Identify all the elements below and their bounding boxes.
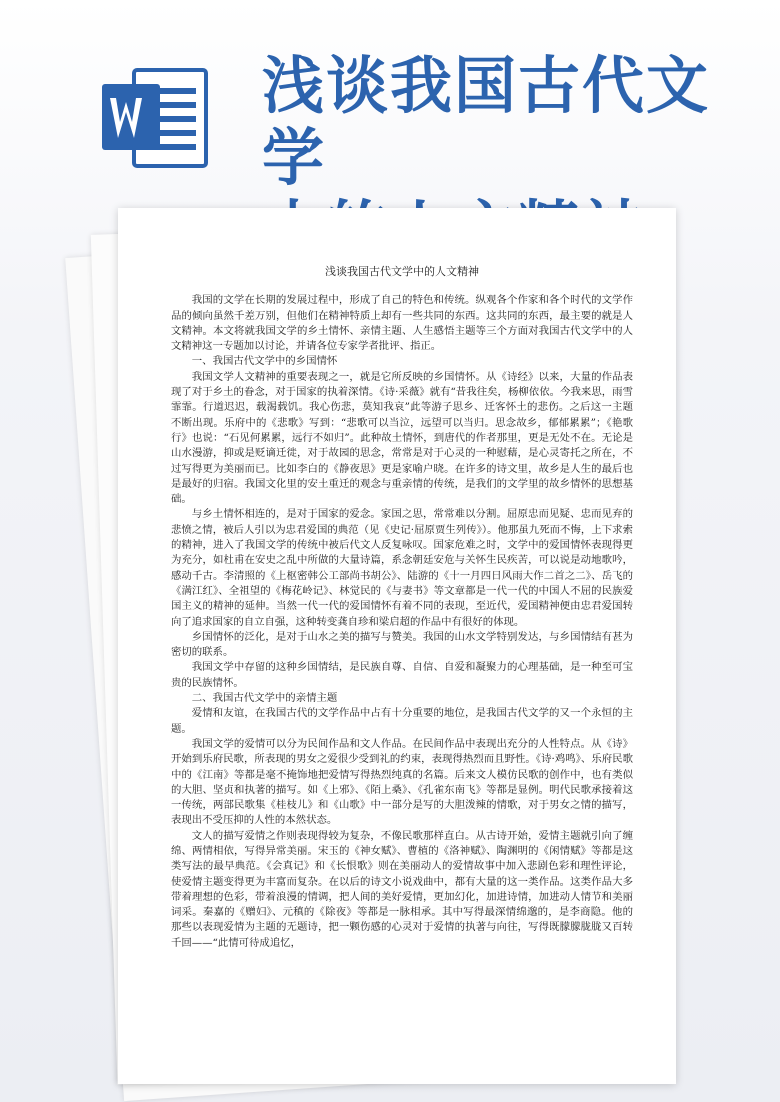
paragraph: 爱情和友谊，在我国古代的文学作品中占有十分重要的地位，是我国古代文学的又一个永恒的主题。 bbox=[171, 707, 633, 735]
paragraph: 与乡土情怀相连的，是对于国家的爱念。家国之思，常常难以分割。屈原忠而见疑、忠而见弃的悲愤之情，被后人引以为忠君爱国的典范（见《史记·屈原贾生列传》）。他那虽九死而不悔，上下求索的精神，进入了我国文学的传统中被后代文人反复咏叹。国家危难之时，文学中的爱国情怀表现得更为充分，如杜甫在安史之乱中所做的大量诗篇，系念朝廷安危与关怀生民疾苦，可以说是动地歌吟，感动千古。李清照的《上枢密韩公工部尚书胡公》、陆游的《十一月四日风雨大作二首之二》、岳飞的《满江红》、全祖望的《梅花岭记》、林觉民的《与妻书》等文章都是一代一代的中国人不屈的民族爱国主义的精神的延伸。当然一代一代的爱国情怀有着不同的表现，至近代，爱国精神便由忠君爱国转向了追求国家的自立自强，这种转变龚自珍和梁启超的作品中有很好的体现。 bbox=[171, 508, 633, 628]
page-title-line-1: 浅谈我国古代文学 bbox=[262, 49, 711, 194]
document-page bbox=[118, 208, 676, 1084]
word-document-icon bbox=[100, 62, 210, 172]
section-heading-1: 一、我国古代文学中的乡国情怀 bbox=[191, 355, 338, 368]
paragraph: 我国文学人文精神的重要表现之一，就是它所反映的乡国情怀。从《诗经》以来，大量的作品表现了对于乡土的眷念，对于国家的执着深情。《诗·采薇》就有“昔我往矣，杨柳依依。今我来思，雨雪霏霏。行道迟迟，载渴载饥。我心伤悲，莫知我哀”此等游子思乡、迁客怀土的悲伤。之后这一主题不断出现。乐府中的《悲歌》写到：“悲歌可以当泣，远望可以当归。思念故乡，郁郁累累”；《艳歌行》也说：“石见何累累，远行不如归”。此种故土情怀，到唐代的作者那里，更是无处不在。无论是山水漫游，抑或是贬谪迁徙，对于故园的思念，常常是对于心灵的一种慰藉，是心灵寄托之所在，不过写得更为美丽而已。比如李白的《静夜思》更是家喻户晓。在许多的诗文里，故乡是人生的最后也是最好的归宿。我国文化里的安土重迁的观念与重亲情的传统，是我们的文学里的故乡情怀的思想基础。 bbox=[171, 370, 633, 506]
paragraph: 乡国情怀的泛化，是对于山水之美的描写与赞美。我国的山水文学特别发达，与乡国情结有甚为密切的联系。 bbox=[171, 630, 633, 659]
paragraph: 我国文学的爱情可以分为民间作品和文人作品。在民间作品中表现出充分的人性特点。从《诗》开始到乐府民歌，所表现的男女之爱很少受到礼的约束，表现得热烈而且野性。《诗·鸡鸣》、乐府民歌中的《江南》等都是毫不掩饰地把爱情写得热烈纯真的名篇。后来文人模仿民歌的创作中，也有类似的大胆、坚贞和执著的描写。如《上邪》、《陌上桑》、《孔雀东南飞》等都是显例。明代民歌承接着这一传统，两部民歌集《桂枝儿》和《山歌》中一部分是写的大胆泼辣的情歌，对于男女之情的描写，表现出不受压抑的人性的本然状态。 bbox=[171, 737, 633, 827]
paragraph-intro: 我国的文学在长期的发展过程中，形成了自己的特色和传统。纵观各个作家和各个时代的文学作品的倾向虽然千差万别，但他们在精神特质上却有一些共同的东西。这共同的东西，最主要的就是人文精神。本文将就我国文学的乡土情怀、亲情主题、人生感悟主题等三个方面对我国古代文学中的人文精神这一专题加以讨论，并请各位专家学者批评、指正。 bbox=[171, 294, 633, 353]
paragraph: 我国文学中存留的这种乡国情结，是民族自尊、自信、自爱和凝聚力的心理基础，是一种至可宝贵的民族情怀。 bbox=[171, 661, 633, 689]
paragraph: 文人的描写爱情之作则表现得较为复杂，不像民歌那样直白。从古诗开始，爱情主题就引向了缠绵、两情相依，写得异常美丽。宋玉的《神女赋》、曹植的《洛神赋》、陶渊明的《闲情赋》等都是这类写法的最早典范。《会真记》和《长恨歌》则在美丽动人的爱情故事中加入悲剧色彩和理性评论，使爱情主题变得更为丰富而复杂。在以后的诗文小说戏曲中，都有大量的这一类作品。这类作品大多带着理想的色彩，带着浪漫的情调，把人间的美好爱情，更加幻化，加进诗情，加进动人情节和美丽词采。秦嘉的《赠妇》、元稹的《除夜》等都是一脉相承。其中写得最深情绵邈的，是李商隐。他的那些以表现爱情为主题的无题诗，把一颗伤感的心灵对于爱情的执著与向往，写得既朦朦胧胧又百转千回——“此情可待成追忆， bbox=[171, 829, 633, 949]
section-heading-2: 二、我国古代文学中的亲情主题 bbox=[191, 692, 338, 705]
document-heading: 浅谈我国古代文学中的人文精神 bbox=[325, 265, 479, 278]
document-content bbox=[171, 264, 633, 951]
